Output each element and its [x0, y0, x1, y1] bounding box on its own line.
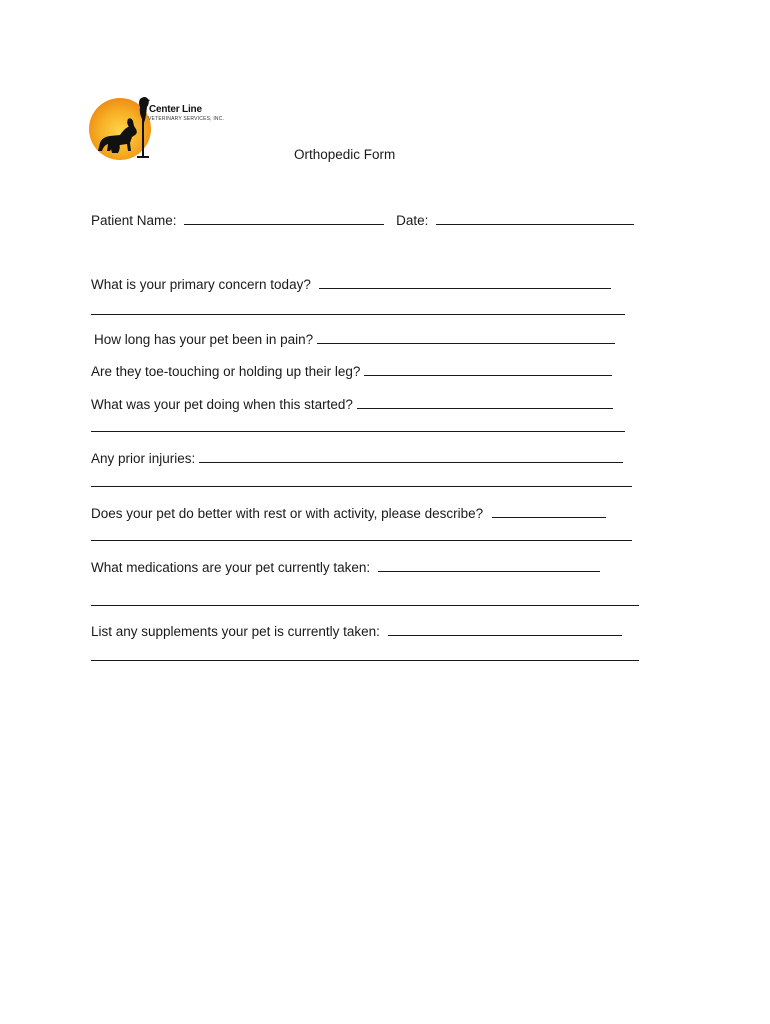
patient-info-row — [91, 212, 634, 228]
question-label: What was your pet doing when this started? — [91, 397, 353, 412]
answer-line[interactable] — [91, 540, 632, 541]
patient-name-field[interactable] — [184, 212, 384, 225]
question-label: Are they toe-touching or holding up their leg? — [91, 364, 361, 379]
question-row — [91, 450, 623, 466]
answer-line[interactable] — [91, 605, 639, 606]
clinic-logo — [90, 93, 225, 160]
question-row — [91, 623, 622, 639]
question-label: Does your pet do better with rest or with activity, please describe? — [91, 506, 484, 521]
question-row — [91, 559, 600, 575]
logo-subtitle: VETERINARY SERVICES, INC. — [148, 116, 225, 122]
question-row — [91, 363, 612, 379]
form-title: Orthopedic Form — [294, 147, 396, 162]
answer-field[interactable] — [199, 450, 623, 463]
answer-line[interactable] — [91, 660, 639, 661]
question-row — [91, 396, 613, 412]
answer-field[interactable] — [388, 623, 622, 636]
date-label: Date: — [396, 213, 429, 228]
date-field[interactable] — [436, 212, 634, 225]
answer-line[interactable] — [91, 486, 632, 487]
question-label: What is your primary concern today? — [91, 277, 311, 292]
question-label: Any prior injuries: — [91, 451, 196, 466]
question-label: List any supplements your pet is currently taken: — [91, 624, 380, 639]
question-label: How long has your pet been in pain? — [94, 332, 314, 347]
answer-field[interactable] — [357, 396, 613, 409]
question-label: What medications are your pet currently taken: — [91, 560, 371, 575]
question-row — [94, 331, 615, 347]
answer-line[interactable] — [91, 431, 625, 432]
logo-name: Center Line — [149, 104, 202, 115]
answer-field[interactable] — [364, 363, 612, 376]
answer-field[interactable] — [317, 331, 615, 344]
answer-field[interactable] — [319, 276, 611, 289]
answer-field[interactable] — [378, 559, 600, 572]
answer-field[interactable] — [492, 505, 606, 518]
patient-name-label: Patient Name: — [91, 213, 177, 228]
question-row — [91, 276, 611, 292]
question-row — [91, 505, 606, 521]
answer-line[interactable] — [91, 314, 625, 315]
